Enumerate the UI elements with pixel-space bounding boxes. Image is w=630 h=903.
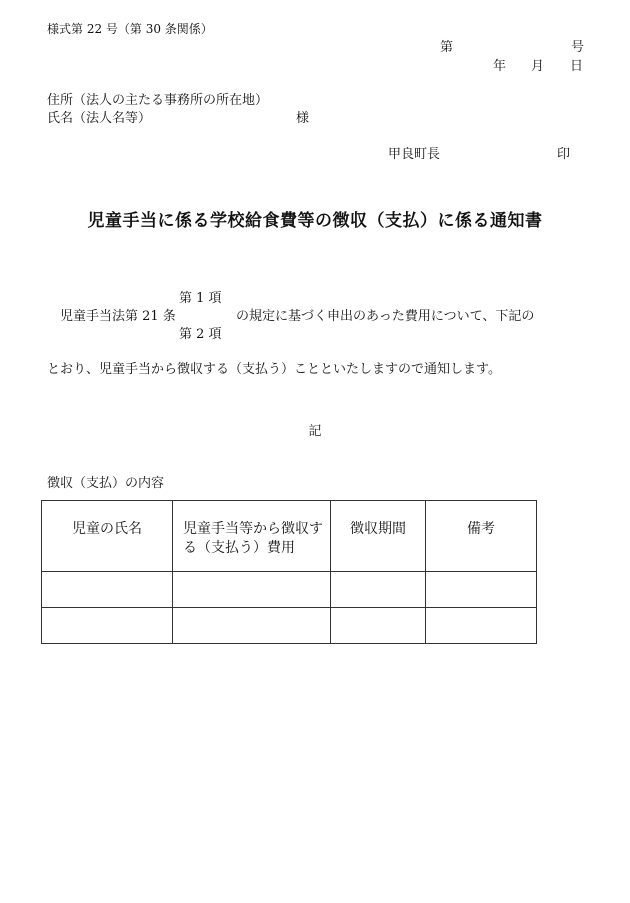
recipient-address-label: 住所（法人の主たる事務所の所在地）	[47, 93, 269, 108]
date-month-label: 月	[531, 59, 545, 74]
header-fee: 児童手当等から徴収する（支払う）費用	[173, 501, 331, 572]
date-year-label: 年	[493, 59, 507, 74]
cell-child-name	[42, 608, 173, 644]
fee-table	[41, 500, 537, 644]
clause-1: 第 1 項	[179, 291, 222, 306]
table-row	[42, 608, 537, 644]
document-number-prefix: 第	[440, 40, 454, 55]
cell-remarks	[426, 608, 537, 644]
cell-remarks	[426, 572, 537, 608]
form-number: 様式第 22 号（第 30 条関係）	[47, 22, 213, 36]
cell-child-name	[42, 572, 173, 608]
cell-period	[331, 608, 426, 644]
cell-fee	[173, 572, 331, 608]
recipient-name-label: 氏名（法人名等）	[47, 111, 152, 126]
table-row	[42, 572, 537, 608]
date-day-label: 日	[570, 59, 584, 74]
seal-mark: 印	[557, 147, 571, 162]
body-text-line-2: とおり、児童手当から徴収する（支払う）ことといたしますので通知します。	[47, 362, 501, 377]
recipient-honorific: 様	[296, 111, 310, 126]
clause-2: 第 2 項	[179, 327, 222, 342]
header-period: 徴収期間	[331, 501, 426, 572]
sender-title: 甲良町長	[388, 147, 441, 162]
table-header-row	[42, 501, 537, 572]
document-title: 児童手当に係る学校給食費等の徴収（支払）に係る通知書	[87, 211, 543, 231]
cell-fee	[173, 608, 331, 644]
document-number-suffix: 号	[571, 40, 585, 55]
header-remarks: 備考	[426, 501, 537, 572]
content-label: 徴収（支払）の内容	[47, 476, 165, 491]
ki-heading: 記	[308, 424, 322, 439]
body-text-line-1: の規定に基づく申出のあった費用について、下記の	[236, 309, 535, 324]
cell-period	[331, 572, 426, 608]
header-child-name: 児童の氏名	[42, 501, 173, 572]
law-reference: 児童手当法第 21 条	[60, 309, 176, 324]
